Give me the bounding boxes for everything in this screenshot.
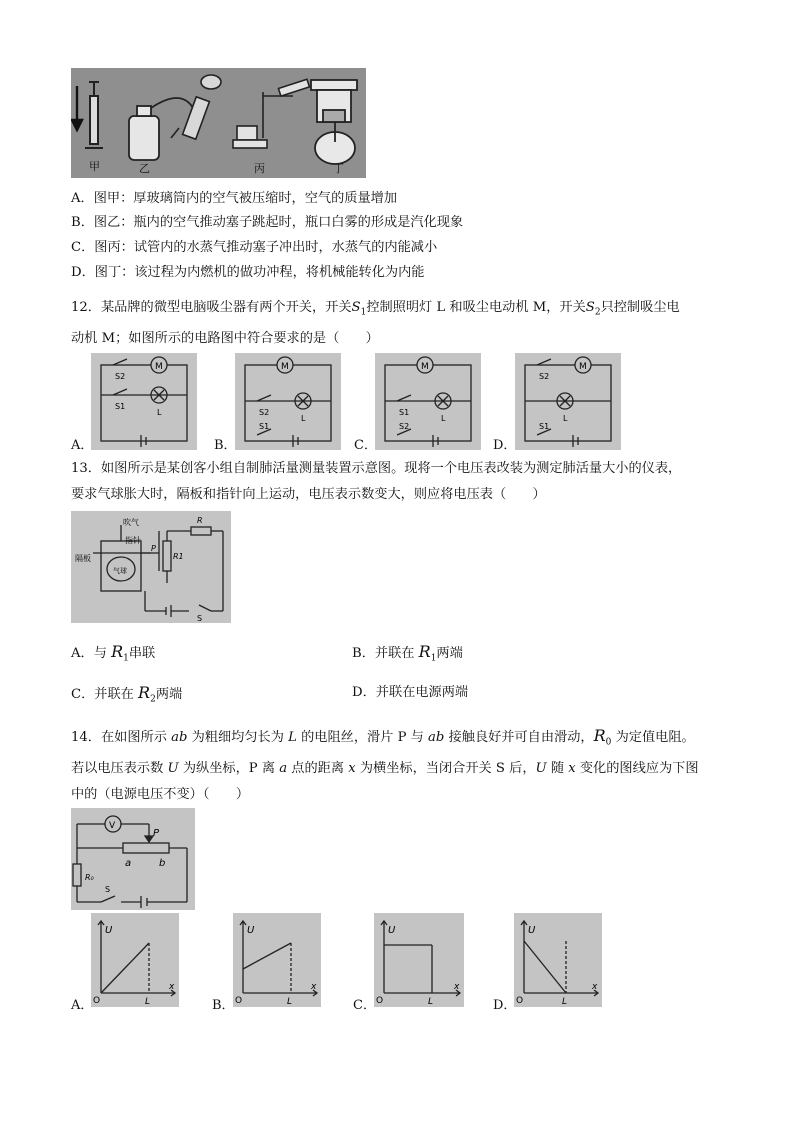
- svg-text:x: x: [592, 982, 598, 992]
- svg-text:S: S: [105, 885, 111, 894]
- svg-text:S2: S2: [115, 372, 126, 381]
- q11-option-d: D．图丁：该过程为内燃机的做功冲程，将机械能转化为内能: [71, 265, 425, 280]
- q11-fig-label-d: 丁: [333, 162, 344, 175]
- q11-fig-label-c: 丙: [254, 162, 265, 175]
- svg-text:x: x: [169, 982, 175, 992]
- q11-option-a: A．图甲：厚玻璃筒内的空气被压缩时，空气的质量增加: [71, 191, 398, 206]
- q14-option-d-label: D．: [493, 998, 517, 1013]
- q14-graph-d: [514, 913, 602, 1007]
- svg-text:S2: S2: [539, 372, 550, 381]
- svg-text:S1: S1: [399, 408, 410, 417]
- svg-text:L: L: [563, 414, 568, 423]
- svg-text:U: U: [105, 925, 113, 936]
- svg-text:R1: R1: [173, 552, 184, 561]
- svg-text:U: U: [528, 925, 536, 936]
- svg-text:O: O: [516, 996, 524, 1006]
- svg-text:L: L: [157, 408, 162, 417]
- q14-graph-c: [374, 913, 464, 1007]
- svg-text:L: L: [441, 414, 446, 423]
- svg-text:a: a: [125, 858, 132, 869]
- q14-circuit-figure: [71, 808, 195, 910]
- q12-stem-line1: 12．某品牌的微型电脑吸尘器有两个开关，开关$S_1$控制照明灯 L 和吸尘电动机 M，开关$S_2$只控制吸尘电: [71, 300, 680, 318]
- q14-option-b-label: B．: [212, 998, 235, 1013]
- q13-stem-line2: 要求气球胀大时，隔板和指针向上运动，电压表示数变大，则应将电压表（ ）: [71, 487, 546, 502]
- q14-graph-b: [233, 913, 321, 1007]
- svg-text:P: P: [151, 544, 156, 553]
- q11-option-b: B．图乙：瓶内的空气推动塞子跳起时，瓶口白雾的形成是汽化现象: [71, 215, 464, 230]
- q13-option-c: C．并联在 $R_2$两端: [71, 683, 183, 705]
- q13-option-d: D．并联在电源两端: [352, 685, 469, 700]
- svg-text:指针: 指针: [125, 536, 141, 545]
- svg-text:L: L: [301, 414, 306, 423]
- svg-text:V: V: [109, 821, 116, 831]
- q11-fig-label-a: 甲: [89, 160, 100, 173]
- svg-text:b: b: [159, 858, 166, 869]
- q14-graph-a: [91, 913, 179, 1007]
- svg-text:L: L: [428, 997, 434, 1007]
- svg-text:S: S: [197, 614, 203, 623]
- q12-circuit-c: [375, 353, 481, 450]
- svg-text:O: O: [376, 996, 384, 1006]
- svg-text:气球: 气球: [113, 567, 127, 575]
- q12-circuit-a: [91, 353, 197, 450]
- q14-option-c-label: C．: [353, 998, 376, 1013]
- svg-text:x: x: [454, 982, 460, 992]
- q12-option-b-label: B．: [214, 438, 237, 453]
- q12-option-c-label: C．: [354, 438, 377, 453]
- svg-text:L: L: [287, 997, 293, 1007]
- svg-text:S2: S2: [259, 408, 270, 417]
- q14-stem-line2: 若以电压表示数 U 为纵坐标，P 离 a 点的距离 x 为横坐标，当闭合开关 S 后，U 随 x 变化的图线应为下图: [71, 761, 699, 776]
- svg-text:U: U: [388, 925, 396, 936]
- q13-stem-line1: 13．如图所示是某创客小组自制肺活量测量装置示意图。现将一个电压表改装为测定肺活量大小的仪表，: [71, 461, 682, 476]
- svg-text:R₀: R₀: [85, 873, 94, 882]
- q11-fig-label-b: 乙: [139, 162, 150, 175]
- svg-text:R: R: [197, 516, 203, 525]
- svg-text:M: M: [579, 362, 587, 372]
- q14-stem-line1: 14．在如图所示 ab 为粗细均匀长为 L 的电阻丝，滑片 P 与 ab 接触良好并可自由滑动，$R_0$ 为定值电阻。: [71, 726, 695, 748]
- svg-text:x: x: [311, 982, 317, 992]
- svg-text:M: M: [421, 362, 429, 372]
- svg-text:U: U: [247, 925, 255, 936]
- q12-option-a-label: A．: [71, 438, 94, 453]
- q13-figure: [71, 511, 231, 623]
- q12-stem-line2: 动机 M；如图所示的电路图中符合要求的是（ ）: [71, 331, 379, 346]
- svg-text:S1: S1: [259, 422, 270, 431]
- svg-text:O: O: [235, 996, 243, 1006]
- q12-option-d-label: D．: [493, 438, 517, 453]
- q13-option-b: B．并联在 $R_1$两端: [352, 642, 463, 664]
- q13-option-a: A．与 $R_1$串联: [71, 642, 156, 664]
- svg-text:L: L: [562, 997, 568, 1007]
- svg-text:S1: S1: [115, 402, 126, 411]
- svg-text:P: P: [153, 828, 160, 839]
- q14-option-a-label: A．: [71, 998, 94, 1013]
- q11-option-c: C．图丙：试管内的水蒸气推动塞子冲出时，水蒸气的内能减小: [71, 240, 438, 255]
- svg-text:吹气: 吹气: [123, 518, 139, 527]
- svg-text:L: L: [145, 997, 151, 1007]
- q11-figure: [71, 68, 366, 178]
- svg-text:隔板: 隔板: [75, 554, 91, 563]
- q14-stem-line3: 中的（电源电压不变）（ ）: [71, 787, 250, 802]
- svg-text:S1: S1: [539, 422, 550, 431]
- svg-text:M: M: [155, 362, 163, 372]
- q12-circuit-d: [515, 353, 621, 450]
- svg-text:M: M: [281, 362, 289, 372]
- svg-text:O: O: [93, 996, 101, 1006]
- svg-text:S2: S2: [399, 422, 410, 431]
- q12-circuit-b: [235, 353, 341, 450]
